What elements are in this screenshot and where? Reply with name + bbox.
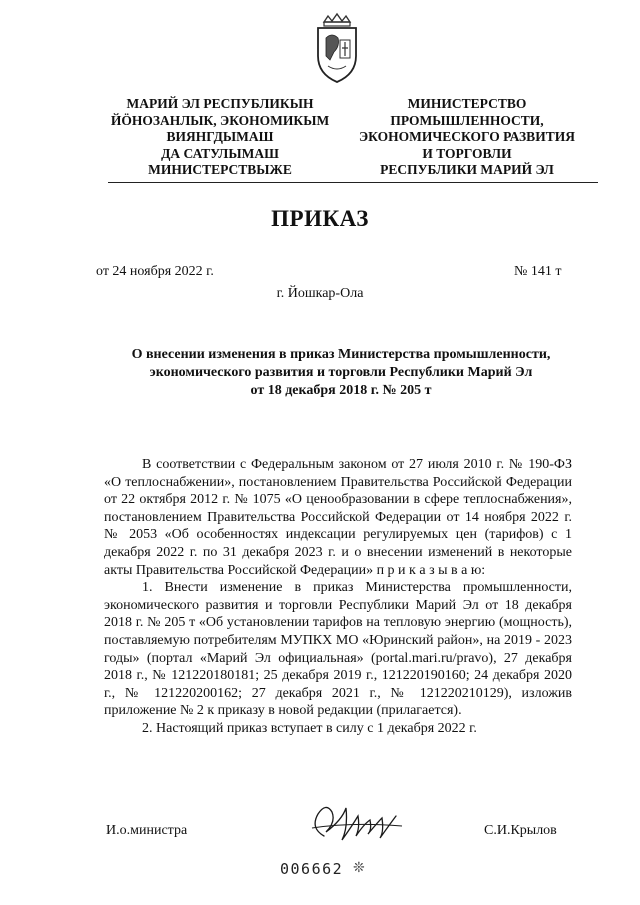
body-paragraph: В соответствии с Федеральным законом от 27 июля 2010 г. № 190-ФЗ «О теплоснабжении», постановлением Правительства Российской Федерации от 22 октября 2012 г. № 1075 «О ценообразовании в сфере теплоснабжения», постановлением Правительства Российской Федерации от 14 ноября 2022 г. № 2053 «Об особенностях индексации регулируемых цен (тарифов) с 1 декабря 2022 г. по 31 декабря 2023 г. и о внесении изменений в некоторые акты Правительства Российской Федерации» п р и к а з ы в а ю: bbox=[104, 457, 572, 578]
header-divider bbox=[108, 182, 598, 183]
document-number: № 141 т bbox=[514, 264, 562, 279]
header-left-block bbox=[108, 96, 332, 179]
header-right-line: РЕСПУБЛИКИ МАРИЙ ЭЛ bbox=[380, 162, 554, 177]
body-paragraph: 2. Настоящий приказ вступает в силу с 1 декабря 2022 г. bbox=[142, 720, 477, 736]
header-left-line: ДА САТУЛЫМАШ bbox=[161, 145, 279, 161]
subject-line: О внесении изменения в приказ Министерства промышленности, bbox=[131, 347, 551, 362]
serial-number: 006662 bbox=[280, 860, 344, 878]
header-right-line: ЭКОНОМИЧЕСКОГО РАЗВИТИЯ bbox=[359, 129, 575, 144]
subject-line: экономического развития и торговли Республики Марий Эл bbox=[149, 365, 533, 380]
coat-of-arms-icon bbox=[310, 12, 364, 84]
signatory-name: С.И.Крылов bbox=[484, 823, 557, 838]
document-body bbox=[104, 456, 572, 738]
document-title: ПРИКАЗ bbox=[271, 206, 369, 231]
header-left-line: МИНИСТЕРСТВЫЖЕ bbox=[148, 162, 292, 177]
header-right-line: И ТОРГОВЛИ bbox=[422, 145, 512, 161]
handwritten-signature-icon bbox=[302, 798, 412, 848]
serial-mark-icon: ❊ bbox=[353, 861, 365, 876]
subject-line: от 18 декабря 2018 г. № 205 т bbox=[250, 383, 432, 398]
header-right-line: МИНИСТЕРСТВО bbox=[407, 96, 527, 111]
header-left-line: МАРИЙ ЭЛ РЕСПУБЛИКЫН bbox=[126, 96, 314, 111]
header-left-line: ВИЯНГДЫМАШ bbox=[166, 129, 274, 144]
header-left-line: ЙӦНОЗАНЛЫК, ЭКОНОМИКЫМ bbox=[110, 112, 330, 128]
header-right-block bbox=[336, 96, 598, 179]
signatory-role: И.о.министра bbox=[106, 823, 188, 838]
document-date: от 24 ноября 2022 г. bbox=[96, 264, 214, 279]
body-paragraph: 1. Внести изменение в приказ Министерства промышленности, экономического развития и торговли Республики Марий Эл от 18 декабря 2018 г. № 205 т «Об установлении тарифов на тепловую энергию (мощность), поставляемую потребителям МУПКХ МО «Юринский район», на 2019 - 2023 годы» (портал «Марий Эл официальная» (portal.mari.ru/pravo), 27 декабря 2018 г., № 121220180181; 25 декабря 2019 г., 121220190160; 24 декабря 2020 г., № 121220200162; 27 декабря 2021 г., № 121220210129), изложив приложение № 2 к приказу в новой редакции (прилагается). bbox=[104, 580, 572, 719]
header-right-line: ПРОМЫШЛЕННОСТИ, bbox=[390, 112, 544, 128]
document-subject bbox=[110, 346, 572, 400]
document-city: г. Йошкар-Ола bbox=[276, 286, 364, 301]
